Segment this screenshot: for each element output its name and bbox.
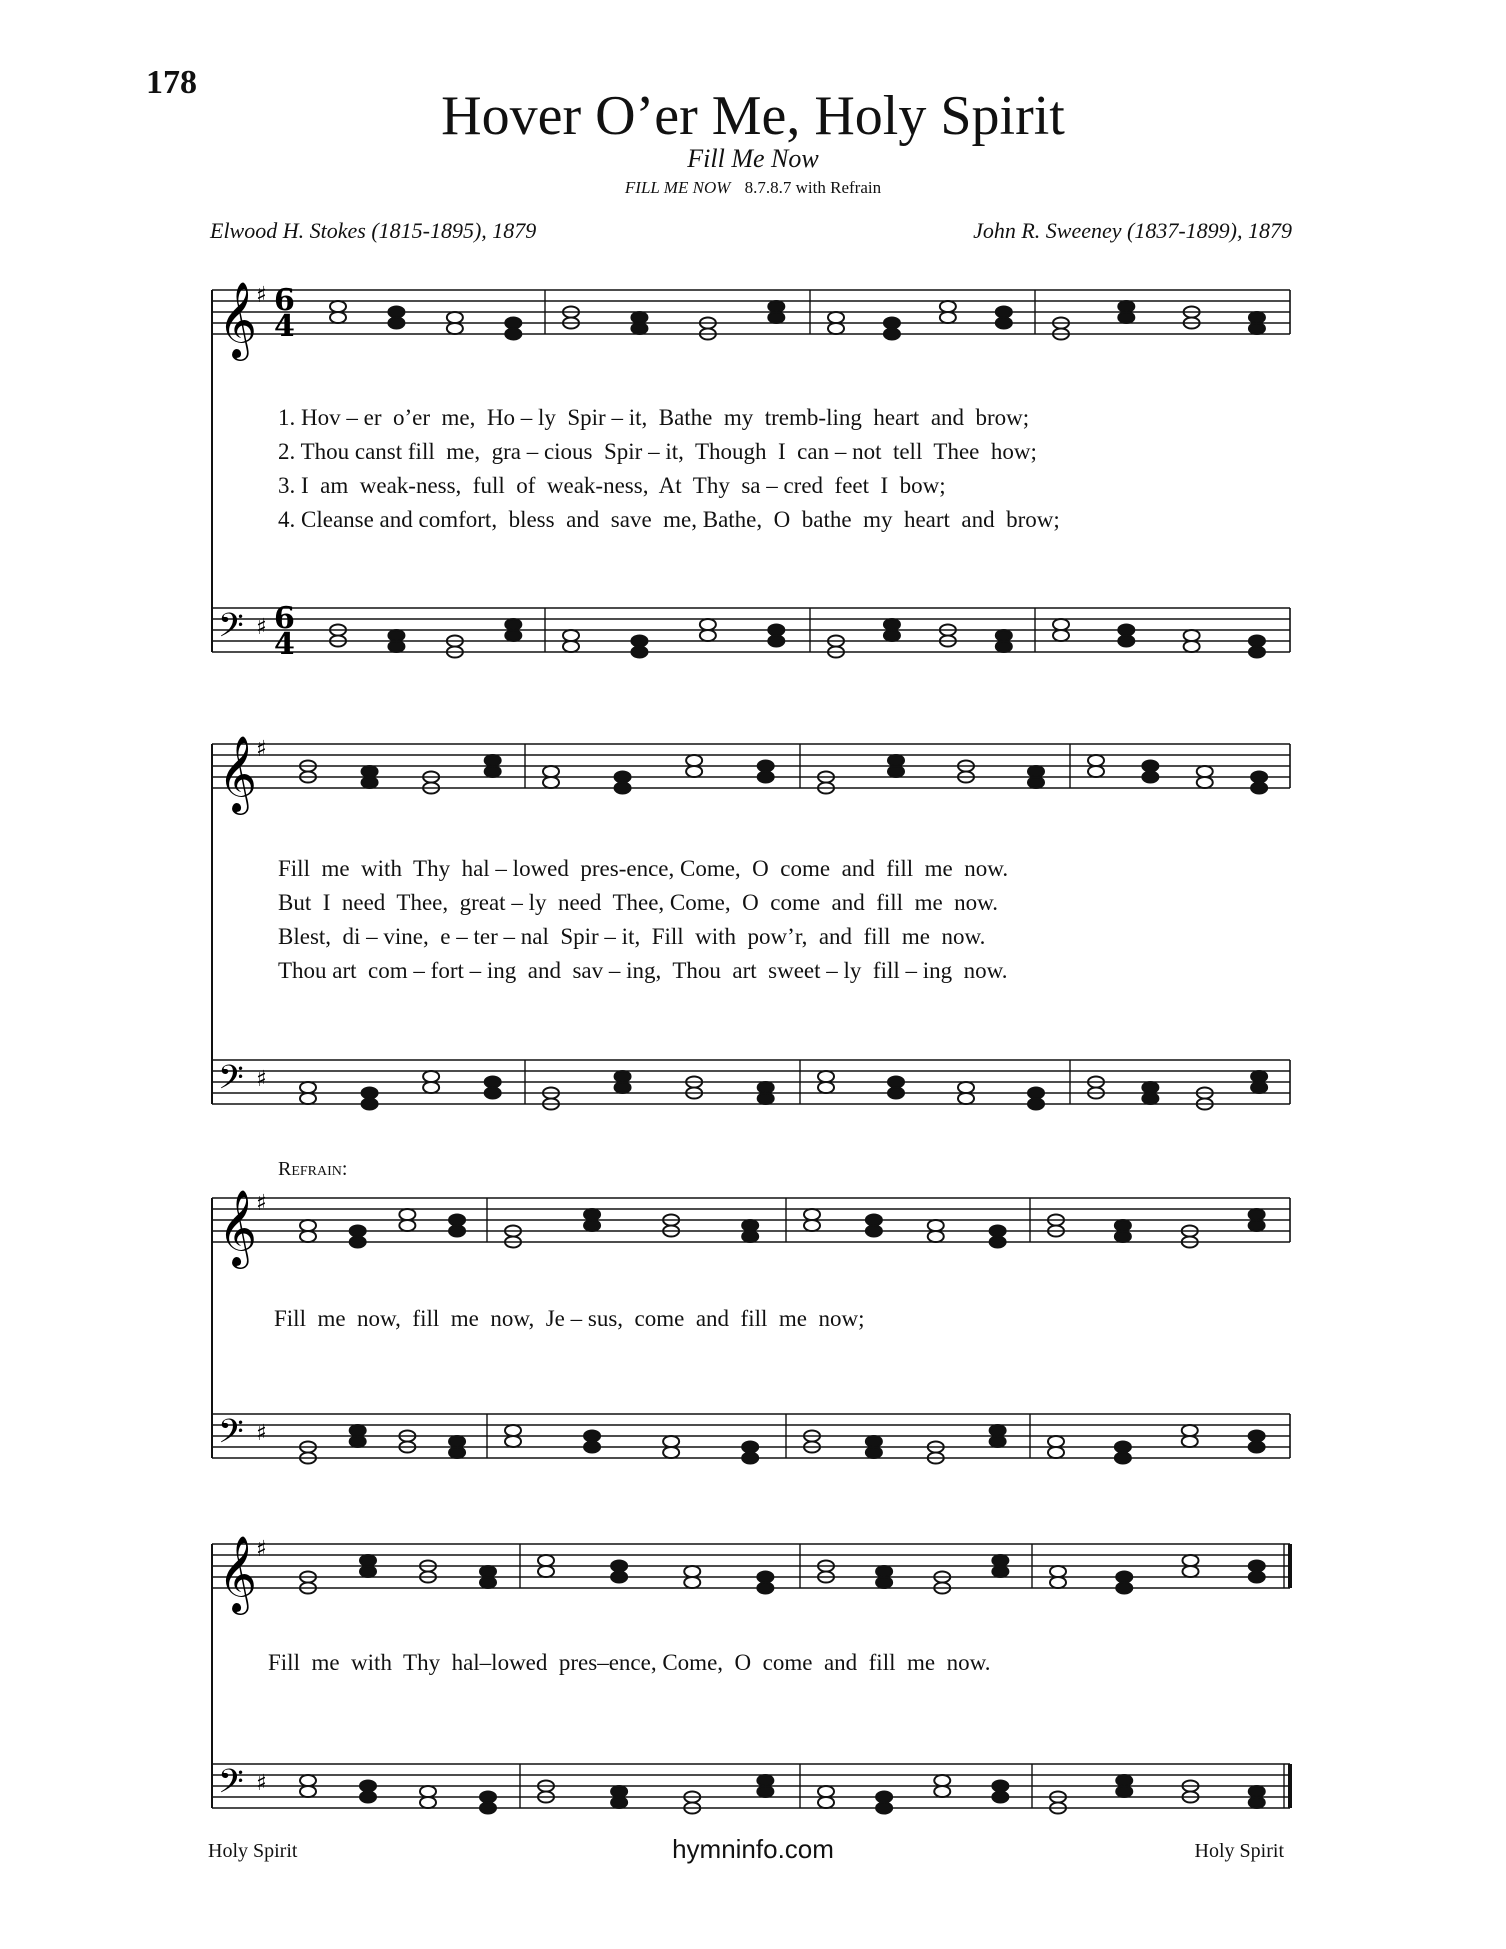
note-head <box>1116 1572 1132 1583</box>
note-head <box>1028 1099 1044 1110</box>
note-head <box>663 1447 679 1458</box>
note-head <box>1115 1453 1131 1464</box>
note-head <box>876 1566 892 1577</box>
note-head <box>1182 1425 1198 1436</box>
music-credit: John R. Sweeney (1837-1899), 1879 <box>973 218 1292 243</box>
note-head <box>758 772 774 783</box>
note-head <box>992 1792 1008 1803</box>
treble-staff <box>212 1535 1290 1615</box>
note-head <box>684 1577 700 1588</box>
note-head <box>480 1803 496 1814</box>
sharp-icon: ♯ <box>256 1067 267 1092</box>
verse-2-line-1: 2. Thou canst fill me, gra – cious Spir – it, Though I can – not tell Thee how; <box>278 439 1037 464</box>
sharp-icon: ♯ <box>256 737 267 762</box>
verse-2-line-2: But I need Thee, great – ly need Thee, Come, O come and fill me now. <box>278 890 999 915</box>
note-head <box>485 755 501 766</box>
note-head <box>888 766 904 777</box>
note-head <box>940 312 956 323</box>
note-head <box>990 1436 1006 1447</box>
bass-clef-icon: 𝄢 <box>218 1763 244 1809</box>
note-head <box>884 619 900 630</box>
note-head <box>485 766 501 777</box>
verse-4-line-1: 4. Cleanse and comfort, bless and save me, Bathe, O bathe my heart and brow; <box>278 507 1060 532</box>
note-head <box>480 1577 496 1588</box>
note-head <box>1048 1436 1064 1447</box>
note-head <box>742 1442 758 1453</box>
note-head <box>1249 1442 1265 1453</box>
note-head <box>485 1077 501 1088</box>
bass-staff <box>212 1413 1290 1464</box>
note-head <box>996 307 1012 318</box>
verse-3-line-2: Blest, di – vine, e – ter – nal Spir – it, Fill with pow’r, and fill me now. <box>278 924 986 949</box>
sharp-icon: ♯ <box>256 283 267 308</box>
note-head <box>611 1797 627 1808</box>
note-head <box>884 329 900 340</box>
bass-staff <box>212 1059 1290 1110</box>
note-head <box>1249 1572 1265 1583</box>
verse-1-line-1: 1. Hov – er o’er me, Ho – ly Spir – it, Bathe my tremb-ling heart and brow; <box>278 405 1030 430</box>
note-head <box>423 1082 439 1093</box>
note-head <box>876 1792 892 1803</box>
note-head <box>330 312 346 323</box>
note-head <box>686 766 702 777</box>
note-head <box>700 630 716 641</box>
note-head <box>818 1082 834 1093</box>
refrain-label: Refrain: <box>278 1158 348 1180</box>
note-head <box>1028 777 1044 788</box>
note-head <box>388 318 404 329</box>
note-head <box>866 1226 882 1237</box>
note-head <box>350 1436 366 1447</box>
note-head <box>505 619 521 630</box>
treble-clef-icon: 𝄞 <box>218 1189 258 1266</box>
bass-staff <box>212 601 1290 662</box>
meter: 8.7.8.7 with Refrain <box>744 178 882 197</box>
note-head <box>611 1572 627 1583</box>
note-head <box>399 1209 415 1220</box>
footer-category-right: Holy Spirit <box>1194 1840 1284 1862</box>
note-head <box>615 772 631 783</box>
footer-website: hymninfo.com <box>672 1834 834 1864</box>
note-head <box>1115 1442 1131 1453</box>
note-head <box>1249 647 1265 658</box>
note-head <box>1251 783 1267 794</box>
note-head <box>420 1797 436 1808</box>
note-head <box>1182 1436 1198 1447</box>
sharp-icon: ♯ <box>256 1191 267 1216</box>
note-head <box>1249 1786 1265 1797</box>
note-head <box>350 1237 366 1248</box>
note-head <box>996 318 1012 329</box>
bass-staff <box>212 1763 1290 1814</box>
note-head <box>300 1220 316 1231</box>
bass-clef-icon: 𝄢 <box>218 1059 244 1105</box>
note-head <box>757 1786 773 1797</box>
note-head <box>362 1099 378 1110</box>
note-head <box>884 318 900 329</box>
note-head <box>615 1071 631 1082</box>
refrain-line-1: Fill me now, fill me now, Je – sus, come and fill me now; <box>274 1306 865 1331</box>
treble-staff <box>212 1189 1290 1269</box>
note-head <box>584 1442 600 1453</box>
note-head <box>757 1583 773 1594</box>
treble-staff <box>212 281 1290 361</box>
note-head <box>1249 312 1265 323</box>
note-head <box>505 329 521 340</box>
note-head <box>615 1082 631 1093</box>
note-head <box>360 1781 376 1792</box>
note-head <box>928 1231 944 1242</box>
note-head <box>990 1237 1006 1248</box>
note-head <box>1249 1797 1265 1808</box>
note-head <box>684 1566 700 1577</box>
verse-1-line-2: Fill me with Thy hal – lowed pres-ence, Come, O come and fill me now. <box>278 856 1009 881</box>
note-head <box>631 312 647 323</box>
note-head <box>330 301 346 312</box>
note-head <box>1249 1561 1265 1572</box>
note-head <box>563 641 579 652</box>
note-head <box>1053 630 1069 641</box>
note-head <box>742 1231 758 1242</box>
note-head <box>300 1082 316 1093</box>
note-head <box>958 1093 974 1104</box>
note-head <box>1050 1566 1066 1577</box>
note-head <box>1048 1447 1064 1458</box>
note-head <box>362 766 378 777</box>
note-head <box>804 1220 820 1231</box>
note-head <box>686 755 702 766</box>
note-head <box>768 625 784 636</box>
note-head <box>563 630 579 641</box>
note-head <box>505 1425 521 1436</box>
hymn-title: Hover O’er Me, Holy Spirit <box>441 85 1065 147</box>
note-head <box>1249 323 1265 334</box>
note-head <box>538 1555 554 1566</box>
note-head <box>1116 1786 1132 1797</box>
note-head <box>447 312 463 323</box>
note-head <box>1197 777 1213 788</box>
note-head <box>992 1555 1008 1566</box>
note-head <box>828 323 844 334</box>
note-head <box>447 323 463 334</box>
note-head <box>990 1425 1006 1436</box>
sharp-icon: ♯ <box>256 1771 267 1796</box>
note-head <box>1118 636 1134 647</box>
note-head <box>480 1566 496 1577</box>
note-head <box>584 1220 600 1231</box>
note-head <box>1249 636 1265 647</box>
note-head <box>934 1775 950 1786</box>
note-head <box>866 1436 882 1447</box>
note-head <box>399 1220 415 1231</box>
sharp-icon: ♯ <box>256 1537 267 1562</box>
note-head <box>350 1425 366 1436</box>
note-head <box>485 1088 501 1099</box>
note-head <box>300 1786 316 1797</box>
note-head <box>1115 1231 1131 1242</box>
note-head <box>888 1077 904 1088</box>
note-head <box>1142 1093 1158 1104</box>
note-head <box>818 1071 834 1082</box>
time-signature-top: 6 <box>274 601 295 636</box>
note-head <box>742 1220 758 1231</box>
note-head <box>888 755 904 766</box>
note-head <box>300 1775 316 1786</box>
note-head <box>1183 1555 1199 1566</box>
note-head <box>992 1781 1008 1792</box>
note-head <box>1183 1566 1199 1577</box>
note-head <box>300 1093 316 1104</box>
note-head <box>1116 1583 1132 1594</box>
note-head <box>1142 1082 1158 1093</box>
note-head <box>505 1436 521 1447</box>
note-head <box>866 1215 882 1226</box>
note-head <box>1251 1082 1267 1093</box>
note-head <box>615 783 631 794</box>
note-head <box>1116 1775 1132 1786</box>
note-head <box>1118 312 1134 323</box>
note-head <box>631 323 647 334</box>
note-head <box>663 1436 679 1447</box>
verse-4-line-2: Thou art com – fort – ing and sav – ing, Thou art sweet – ly fill – ing now. <box>278 958 1008 983</box>
note-head <box>449 1436 465 1447</box>
note-head <box>828 312 844 323</box>
note-head <box>884 630 900 641</box>
note-head <box>480 1792 496 1803</box>
note-head <box>300 1231 316 1242</box>
tune-name: FILL ME NOW <box>624 178 731 197</box>
note-head <box>804 1209 820 1220</box>
time-signature-top: 6 <box>274 283 295 318</box>
note-head <box>1088 766 1104 777</box>
note-head <box>1118 301 1134 312</box>
note-head <box>928 1220 944 1231</box>
note-head <box>1249 1209 1265 1220</box>
note-head <box>449 1447 465 1458</box>
treble-clef-icon: 𝄞 <box>218 1535 258 1612</box>
treble-clef-icon: 𝄞 <box>218 735 258 812</box>
note-head <box>1142 761 1158 772</box>
note-head <box>876 1803 892 1814</box>
note-head <box>757 1572 773 1583</box>
note-head <box>388 630 404 641</box>
treble-clef-icon: 𝄞 <box>218 281 258 358</box>
words-credit: Elwood H. Stokes (1815-1895), 1879 <box>210 218 537 243</box>
verse-3-line-1: 3. I am weak-ness, full of weak-ness, At Thy sa – cred feet I bow; <box>278 473 946 498</box>
note-head <box>1028 766 1044 777</box>
note-head <box>768 312 784 323</box>
note-head <box>758 761 774 772</box>
note-head <box>934 1786 950 1797</box>
note-head <box>420 1786 436 1797</box>
note-head <box>631 647 647 658</box>
note-head <box>362 777 378 788</box>
note-head <box>611 1786 627 1797</box>
note-head <box>362 1088 378 1099</box>
note-head <box>543 766 559 777</box>
note-head <box>1142 772 1158 783</box>
note-head <box>758 1082 774 1093</box>
note-head <box>388 307 404 318</box>
note-head <box>1249 1220 1265 1231</box>
bass-clef-icon: 𝄢 <box>218 1413 244 1459</box>
note-head <box>990 1226 1006 1237</box>
staff-system <box>212 281 1290 662</box>
note-head <box>360 1566 376 1577</box>
note-head <box>958 1082 974 1093</box>
note-head <box>1251 1071 1267 1082</box>
note-head <box>996 630 1012 641</box>
staff-system <box>212 735 1290 1110</box>
note-head <box>888 1088 904 1099</box>
note-head <box>538 1566 554 1577</box>
hymn-subtitle: Fill Me Now <box>687 144 819 173</box>
note-head <box>360 1555 376 1566</box>
note-head <box>423 1071 439 1082</box>
treble-staff <box>212 735 1290 815</box>
note-head <box>360 1792 376 1803</box>
note-head <box>1251 772 1267 783</box>
note-head <box>584 1431 600 1442</box>
note-head <box>818 1797 834 1808</box>
note-head <box>449 1226 465 1237</box>
note-head <box>1184 641 1200 652</box>
hymn-number: 178 <box>146 64 197 101</box>
note-head <box>584 1209 600 1220</box>
note-head <box>757 1775 773 1786</box>
note-head <box>758 1093 774 1104</box>
bass-clef-icon: 𝄢 <box>218 607 244 653</box>
note-head <box>611 1561 627 1572</box>
note-head <box>940 301 956 312</box>
note-head <box>1050 1577 1066 1588</box>
note-head <box>1053 619 1069 630</box>
note-head <box>992 1566 1008 1577</box>
sharp-icon: ♯ <box>256 1421 267 1446</box>
note-head <box>1088 755 1104 766</box>
note-head <box>866 1447 882 1458</box>
note-head <box>876 1577 892 1588</box>
note-head <box>818 1786 834 1797</box>
note-head <box>768 636 784 647</box>
note-head <box>700 619 716 630</box>
note-head <box>768 301 784 312</box>
note-head <box>1197 766 1213 777</box>
note-head <box>996 641 1012 652</box>
time-signature-bottom: 4 <box>274 309 295 344</box>
note-head <box>1115 1220 1131 1231</box>
footer-category-left: Holy Spirit <box>208 1840 298 1862</box>
note-head <box>388 641 404 652</box>
note-head <box>505 630 521 641</box>
note-head <box>742 1453 758 1464</box>
note-head <box>631 636 647 647</box>
note-head <box>1184 630 1200 641</box>
refrain-line-2: Fill me with Thy hal–lowed pres–ence, Come, O come and fill me now. <box>268 1650 991 1675</box>
note-head <box>1028 1088 1044 1099</box>
time-signature-bottom: 4 <box>274 627 295 662</box>
sharp-icon: ♯ <box>256 615 267 640</box>
note-head <box>1249 1431 1265 1442</box>
note-head <box>543 777 559 788</box>
note-head <box>350 1226 366 1237</box>
note-head <box>1118 625 1134 636</box>
note-head <box>449 1215 465 1226</box>
note-head <box>505 318 521 329</box>
